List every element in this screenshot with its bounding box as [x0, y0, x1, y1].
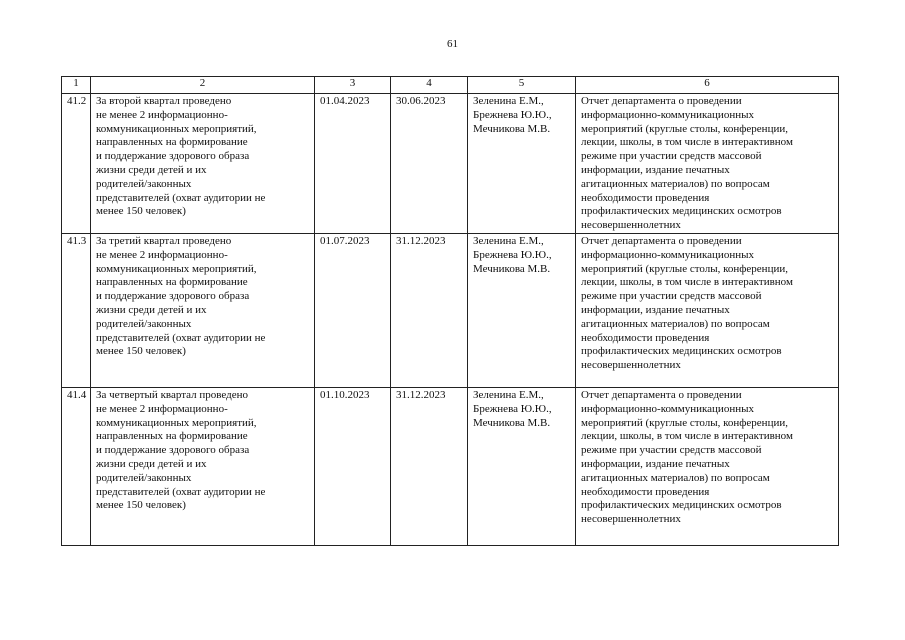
row-document: Отчет департамента о проведении информационно-коммуникационных мероприятий (круглые столы, конференции, лекции, школы, в том числе в интерактивном режиме при участии средств массовой информации, издание печатных агитационных материалов) по вопросам необходимости проведения профилактических медицинских осмотров несовершеннолетних — [576, 387, 839, 545]
page-number: 61 — [447, 38, 458, 50]
row-start-date: 01.04.2023 — [315, 94, 391, 234]
row-start-date: 01.07.2023 — [315, 233, 391, 387]
row-responsible: Зеленина Е.М., Брежнева Ю.Ю., Мечникова М.В. — [468, 387, 576, 545]
row-description: За третий квартал проведено не менее 2 информационно- коммуникационных мероприятий, направленных на формирование и поддержание здорового образа жизни среди детей и их родителей/законных представителей (охват аудитории не менее 150 человек) — [91, 233, 315, 387]
table-row — [62, 233, 839, 387]
action-plan-table — [61, 76, 839, 546]
column-header-end-date: 4 — [391, 77, 468, 94]
row-description: За четвертый квартал проведено не менее 2 информационно- коммуникационных мероприятий, направленных на формирование и поддержание здорового образа жизни среди детей и их родителей/законных представителей (охват аудитории не менее 150 человек) — [91, 387, 315, 545]
row-document: Отчет департамента о проведении информационно-коммуникационных мероприятий (круглые столы, конференции, лекции, школы, в том числе в интерактивном режиме при участии средств массовой информации, издание печатных агитационных материалов) по вопросам необходимости проведения профилактических медицинских осмотров несовершеннолетних — [576, 233, 839, 387]
column-header-document: 6 — [576, 77, 839, 94]
column-header-start-date: 3 — [315, 77, 391, 94]
table-row — [62, 387, 839, 545]
column-header-responsible: 5 — [468, 77, 576, 94]
row-number: 41.3 — [62, 233, 91, 387]
row-end-date: 31.12.2023 — [391, 387, 468, 545]
row-document: Отчет департамента о проведении информационно-коммуникационных мероприятий (круглые столы, конференции, лекции, школы, в том числе в интерактивном режиме при участии средств массовой информации, издание печатных агитационных материалов) по вопросам необходимости проведения профилактических медицинских осмотров несовершеннолетних — [576, 94, 839, 234]
row-number: 41.2 — [62, 94, 91, 234]
header-row — [62, 77, 839, 94]
column-header-number: 1 — [62, 77, 91, 94]
row-responsible: Зеленина Е.М., Брежнева Ю.Ю., Мечникова М.В. — [468, 94, 576, 234]
row-number: 41.4 — [62, 387, 91, 545]
row-description: За второй квартал проведено не менее 2 информационно- коммуникационных мероприятий, направленных на формирование и поддержание здорового образа жизни среди детей и их родителей/законных представителей (охват аудитории не менее 150 человек) — [91, 94, 315, 234]
column-header-description: 2 — [91, 77, 315, 94]
row-responsible: Зеленина Е.М., Брежнева Ю.Ю., Мечникова М.В. — [468, 233, 576, 387]
row-end-date: 30.06.2023 — [391, 94, 468, 234]
table-row — [62, 94, 839, 234]
row-start-date: 01.10.2023 — [315, 387, 391, 545]
row-end-date: 31.12.2023 — [391, 233, 468, 387]
